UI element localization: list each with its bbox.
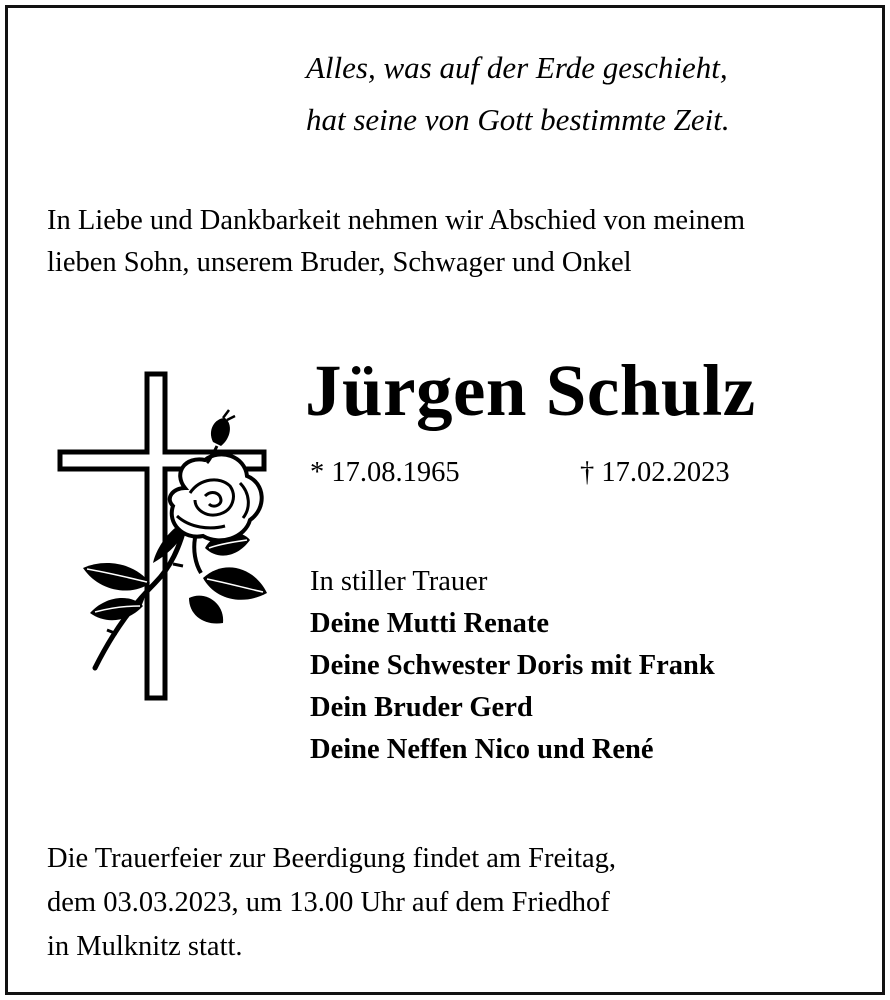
intro-line-2: lieben Sohn, unserem Bruder, Schwager und Onkel bbox=[47, 247, 632, 278]
bible-quote bbox=[306, 42, 730, 146]
deceased-name: Jürgen Schulz bbox=[305, 350, 756, 431]
funeral-line-3: in Mulknitz statt. bbox=[47, 931, 243, 962]
mourner-name: Deine Schwester Doris mit Frank bbox=[310, 650, 715, 681]
funeral-info bbox=[47, 837, 616, 969]
intro-line-1: In Liebe und Dankbarkeit nehmen wir Abschied von meinem bbox=[47, 205, 746, 236]
mourner-name: Deine Neffen Nico und René bbox=[310, 734, 654, 765]
mourning-lead: In stiller Trauer bbox=[310, 566, 488, 597]
mourner-name: Dein Bruder Gerd bbox=[310, 692, 533, 723]
quote-line-2: hat seine von Gott bestimmte Zeit. bbox=[306, 102, 730, 137]
birth-date: * 17.08.1965 bbox=[310, 457, 460, 488]
funeral-line-1: Die Trauerfeier zur Beerdigung findet am Freitag, bbox=[47, 843, 617, 874]
mourners-block bbox=[310, 561, 715, 771]
funeral-line-2: dem 03.03.2023, um 13.00 Uhr auf dem Friedhof bbox=[47, 887, 610, 918]
cross-with-rose-icon bbox=[55, 368, 275, 708]
quote-line-1: Alles, was auf der Erde geschieht, bbox=[306, 50, 728, 85]
mourner-name: Deine Mutti Renate bbox=[310, 608, 550, 639]
intro-text bbox=[47, 200, 745, 284]
death-date: † 17.02.2023 bbox=[580, 457, 730, 488]
